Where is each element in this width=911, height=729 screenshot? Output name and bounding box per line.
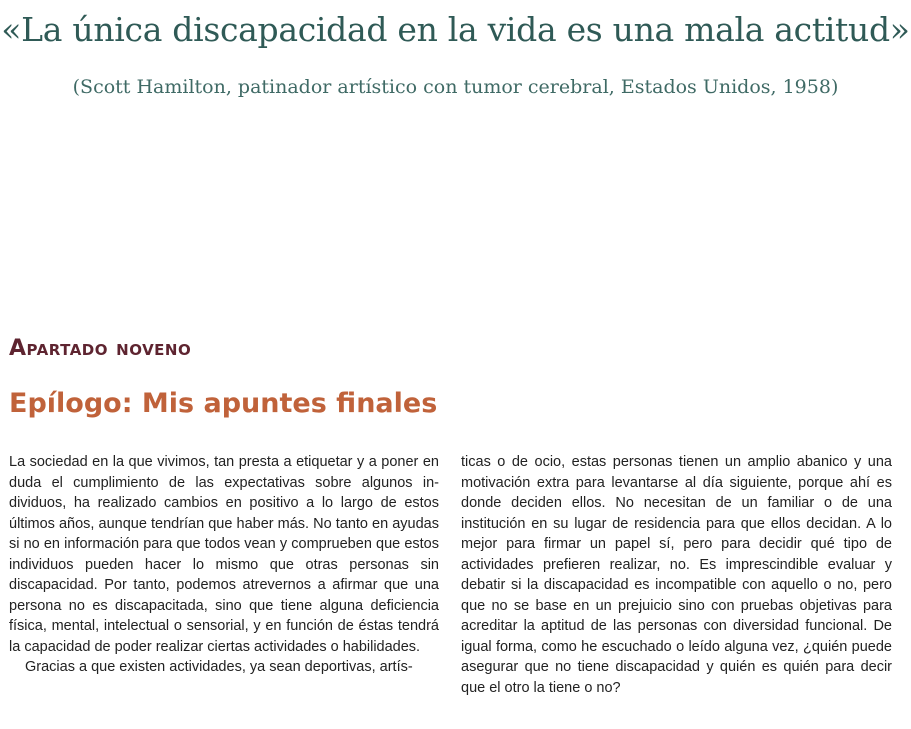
body-paragraph: La sociedad en la que vivimos, tan presta a etiquetar y a poner en duda el cumplimiento de las expectativas sobre algunos individuos, ha realizado cambios en positivo a lo largo de estos últimos años, aunque tendrían que haber más. No tanto en ayudas si no en información para que todos vean y comprueben que estos individuos pueden hacer lo mismo que otras personas sin discapacidad. Por tanto, podemos atrevernos a afirmar que una persona no es discapacitada, sino que tiene alguna deficiencia física, mental, intelectual o sensorial, y en función de éstas tendrá la capacidad de poder realizar ciertas actividades o habilidades.	[9, 454, 439, 655]
body-paragraph: ticas o de ocio, estas personas tienen un amplio abanico y una motivación extra para levantarse al día siguiente, porque ahí es donde deciden ellos. No necesitan de un familiar o de una institución en su lugar de residencia para que ellos decidan. A lo mejor para firmar un papel sí, pero para decidir qué tipo de actividades prefieren realizar, no. Es imprescindible evaluar y debatir si la discapacidad es incompatible con aquello o no, pero que no se base en un prejuicio sino con pruebas objetivas para acreditar la aptitud de las personas con diversidad funcional. De igual forma, como he escuchado o leído alguna vez, ¿quién puede asegurar que no tiene discapacidad y quién es quién para decir que el otro la tiene o no?	[461, 454, 892, 696]
body-column-left	[9, 452, 439, 678]
epigraph-quote: «La única discapacidad en la vida es una mala actitud»	[1, 10, 910, 49]
section-title: Epílogo: Mis apuntes finales	[9, 388, 438, 419]
body-column-right	[461, 452, 892, 698]
section-label: Apartado noveno	[9, 336, 192, 361]
epigraph-attribution: (Scott Hamilton, patinador artístico con tumor cerebral, Estados Unidos, 1958)	[72, 76, 839, 98]
body-paragraph: Gracias a que existen actividades, ya sean deportivas, artís-	[25, 659, 413, 675]
